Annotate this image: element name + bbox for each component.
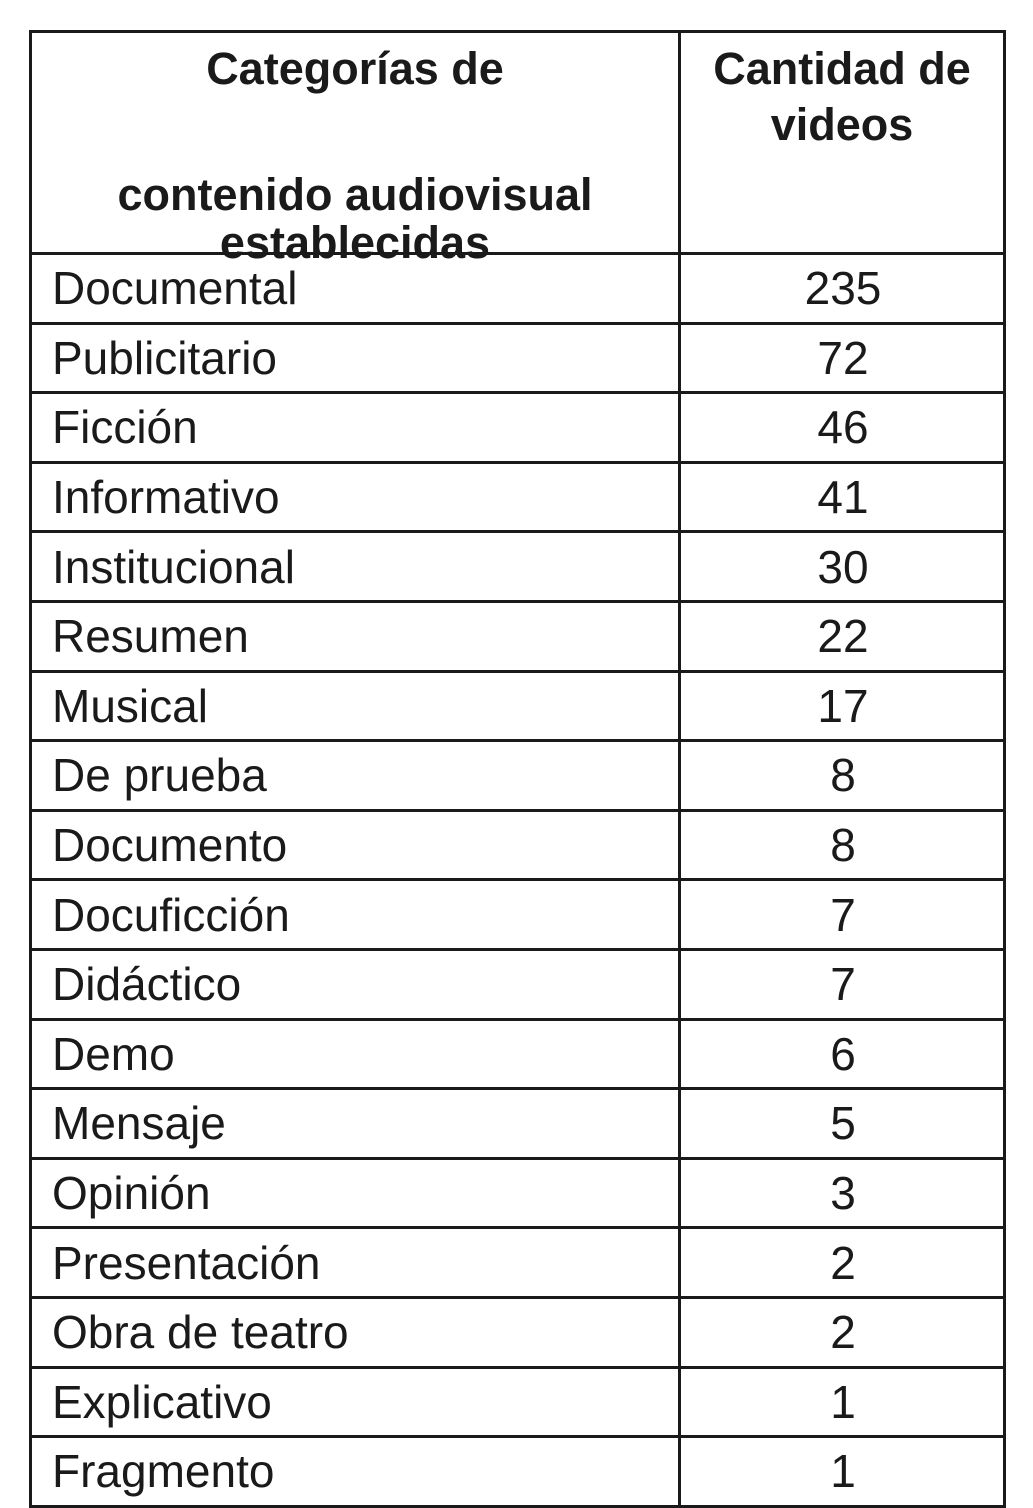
table-row: [31, 462, 1005, 532]
count-cell: 46: [680, 393, 1005, 463]
count-cell: 235: [680, 254, 1005, 324]
count-cell: 2: [680, 1228, 1005, 1298]
category-cell: Publicitario: [31, 323, 680, 393]
count-cell: 1: [680, 1367, 1005, 1437]
category-cell: Institucional: [31, 532, 680, 602]
count-cell: 8: [680, 810, 1005, 880]
count-cell: 7: [680, 880, 1005, 950]
header-count-line-1: Cantidad de: [713, 43, 971, 94]
table-row: [31, 1297, 1005, 1367]
header-count: [680, 32, 1005, 254]
table-row: [31, 323, 1005, 393]
count-cell: 5: [680, 1089, 1005, 1159]
table-header-row: [31, 32, 1005, 254]
category-cell: Docuficción: [31, 880, 680, 950]
count-cell: 8: [680, 741, 1005, 811]
table-row: [31, 741, 1005, 811]
category-cell: Demo: [31, 1019, 680, 1089]
category-cell: Explicativo: [31, 1367, 680, 1437]
count-cell: 17: [680, 671, 1005, 741]
table-row: [31, 601, 1005, 671]
category-cell: Informativo: [31, 462, 680, 532]
category-cell: Documental: [31, 254, 680, 324]
table-row: [31, 1019, 1005, 1089]
category-cell: Musical: [31, 671, 680, 741]
table-row: [31, 1437, 1005, 1507]
category-cell: Didáctico: [31, 949, 680, 1019]
category-cell: De prueba: [31, 741, 680, 811]
header-category: [31, 32, 680, 268]
category-cell: Documento: [31, 810, 680, 880]
count-cell: 6: [680, 1019, 1005, 1089]
table-row: [31, 949, 1005, 1019]
category-cell: Ficción: [31, 393, 680, 463]
table-row: [31, 810, 1005, 880]
count-cell: 22: [680, 601, 1005, 671]
table-row: [31, 1158, 1005, 1228]
category-cell: Resumen: [31, 601, 680, 671]
header-category-line-1: Categorías de: [206, 43, 504, 94]
count-cell: 2: [680, 1297, 1005, 1367]
count-cell: 72: [680, 323, 1005, 393]
table-row: [31, 880, 1005, 950]
header-count-line-2: videos: [770, 99, 914, 150]
table-row: [31, 393, 1005, 463]
category-cell: Mensaje: [31, 1089, 680, 1159]
count-cell: 7: [680, 949, 1005, 1019]
category-cell: Presentación: [31, 1228, 680, 1298]
count-cell: 1: [680, 1437, 1005, 1507]
video-categories-table: [29, 30, 1006, 1508]
category-cell: Fragmento: [31, 1437, 680, 1507]
count-cell: 3: [680, 1158, 1005, 1228]
table-row: [31, 1089, 1005, 1159]
category-cell: Obra de teatro: [31, 1297, 680, 1367]
table-row: [31, 1367, 1005, 1437]
table-row: [31, 532, 1005, 602]
count-cell: 41: [680, 462, 1005, 532]
table-row: [31, 671, 1005, 741]
header-category-line-2: contenido audiovisual: [117, 169, 593, 220]
count-cell: 30: [680, 532, 1005, 602]
header-category-line-3: establecidas: [219, 217, 491, 268]
category-cell: Opinión: [31, 1158, 680, 1228]
table-row: [31, 1228, 1005, 1298]
